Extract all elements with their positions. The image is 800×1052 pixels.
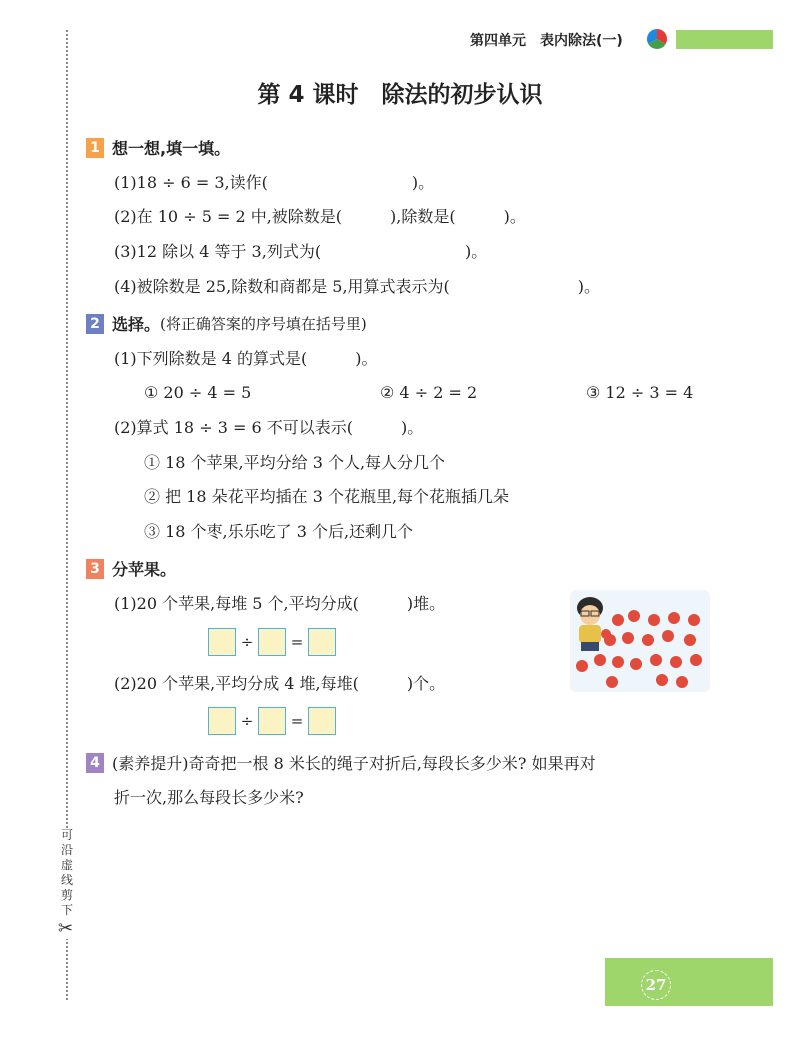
section-2-title xyxy=(86,312,367,335)
section-1-title xyxy=(86,136,230,159)
s2-q2-option-3: ③ 18 个枣,乐乐吃了 3 个后,还剩几个 xyxy=(144,522,414,541)
answer-box[interactable] xyxy=(308,707,336,735)
header-green-bar xyxy=(676,30,773,49)
section-heading: 想一想,填一填。 xyxy=(112,139,231,158)
s3-question-1: (1)20 个苹果,每堆 5 个,平均分成( )堆。 xyxy=(114,594,446,613)
s4-line-2: 折一次,那么每段长多少米? xyxy=(114,788,304,807)
unit-label: 第四单元 表内除法(一) xyxy=(470,33,623,49)
s1-question-1: (1)18 ÷ 6 = 3,读作( )。 xyxy=(114,173,435,192)
s2-q2-stem: (2)算式 18 ÷ 3 = 6 不可以表示( )。 xyxy=(114,418,424,437)
s3-equation-2 xyxy=(208,707,336,735)
equals-sign: = xyxy=(290,633,304,651)
s1-question-4: (4)被除数是 25,除数和商都是 5,用算式表示为( )。 xyxy=(114,277,601,296)
section-number-badge: 1 xyxy=(86,138,104,158)
page-number: 27 xyxy=(641,970,671,1000)
section-subtitle: (将正确答案的序号填在括号里) xyxy=(160,315,367,333)
section-4 xyxy=(86,751,596,774)
answer-box[interactable] xyxy=(258,628,286,656)
divide-sign: ÷ xyxy=(240,712,254,730)
s2-q2-option-2: ② 把 18 朵花平均插在 3 个花瓶里,每个花瓶插几朵 xyxy=(144,487,510,506)
s3-question-2: (2)20 个苹果,平均分成 4 堆,每堆( )个。 xyxy=(114,674,446,693)
s4-line-1: (素养提升)奇奇把一根 8 米长的绳子对折后,每段长多少米? 如果再对 xyxy=(112,754,596,773)
answer-box[interactable] xyxy=(308,628,336,656)
equals-sign: = xyxy=(290,712,304,730)
s2-q1-option-1: ① 20 ÷ 4 = 5 xyxy=(144,383,252,402)
section-number-badge: 3 xyxy=(86,559,104,579)
section-heading: 分苹果。 xyxy=(112,560,177,579)
answer-box[interactable] xyxy=(208,707,236,735)
s3-equation-1 xyxy=(208,628,336,656)
s1-question-2: (2)在 10 ÷ 5 = 2 中,被除数是( ),除数是( )。 xyxy=(114,207,526,226)
section-number-badge: 4 xyxy=(86,753,104,773)
answer-box[interactable] xyxy=(208,628,236,656)
divide-sign: ÷ xyxy=(240,633,254,651)
section-number-badge: 2 xyxy=(86,314,104,334)
scissors-icon: ✂ xyxy=(58,918,74,939)
cut-instruction: 可 沿 虚 线 剪 下 xyxy=(58,828,76,918)
boy-with-apples-illustration xyxy=(570,590,710,692)
tricolor-ball-icon xyxy=(646,28,668,50)
s2-q1-option-2: ② 4 ÷ 2 = 2 xyxy=(380,383,478,402)
s2-q1-option-3: ③ 12 ÷ 3 = 4 xyxy=(586,383,694,402)
lesson-title: 第 4 课时 除法的初步认识 xyxy=(257,82,543,108)
s2-q2-option-1: ① 18 个苹果,平均分给 3 个人,每人分几个 xyxy=(144,453,446,472)
page-number-box xyxy=(605,958,773,1006)
section-heading: 选择。 xyxy=(112,315,161,334)
section-3-title xyxy=(86,557,176,580)
answer-box[interactable] xyxy=(258,707,286,735)
s1-question-3: (3)12 除以 4 等于 3,列式为( )。 xyxy=(114,242,488,261)
s2-q1-stem: (1)下列除数是 4 的算式是( )。 xyxy=(114,349,378,368)
